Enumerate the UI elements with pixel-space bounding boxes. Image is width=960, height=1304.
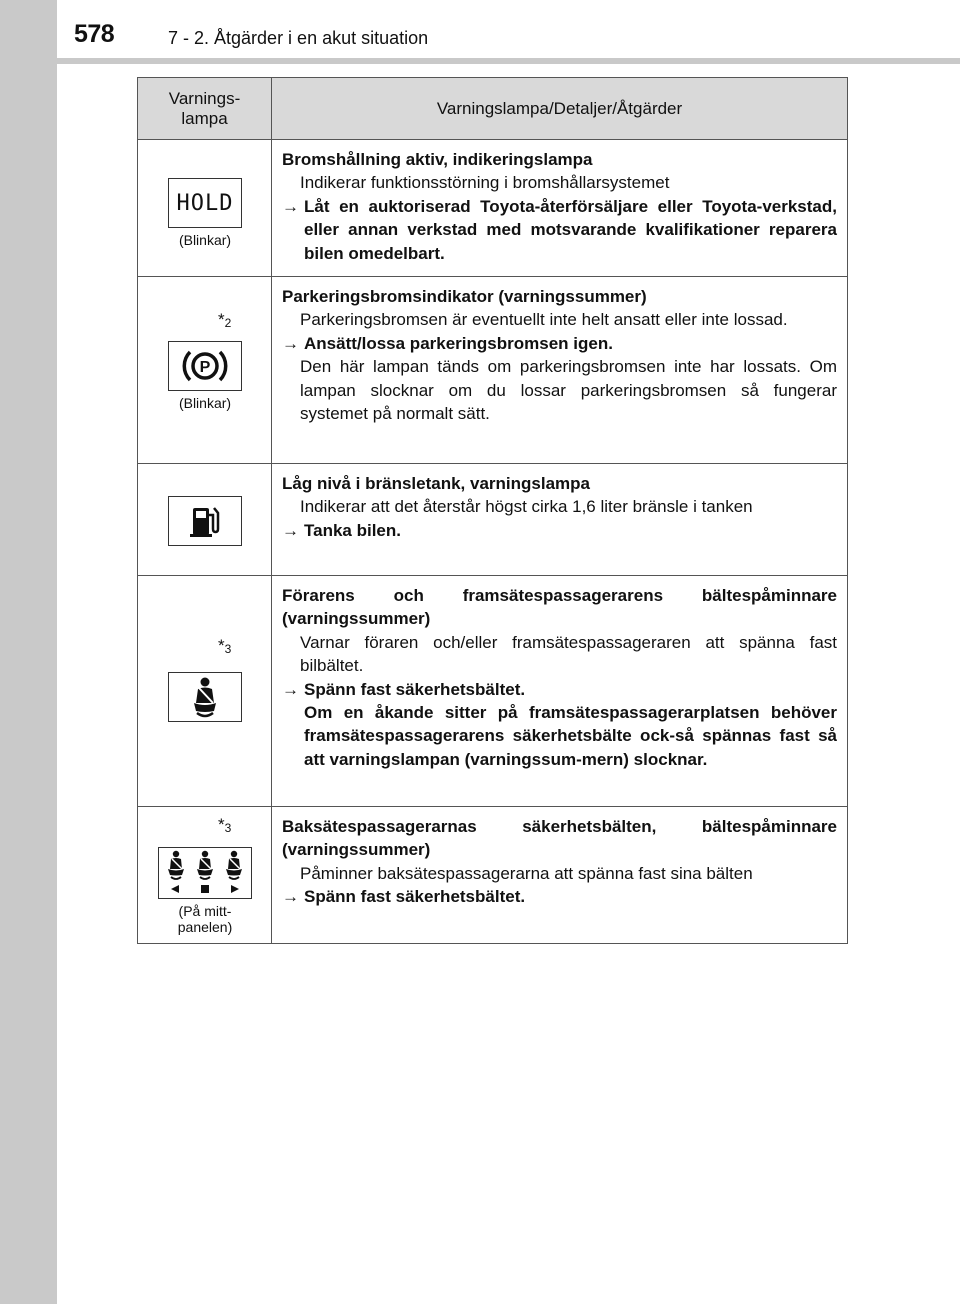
lamp-cell xyxy=(138,807,272,944)
table-row xyxy=(138,807,848,944)
warning-title: Baksätespassagerarnas säkerhetsbälten, bältespåminnare (varningssummer) xyxy=(282,817,837,860)
warning-action xyxy=(282,885,837,908)
detail-cell xyxy=(272,277,848,464)
warning-description: Indikerar funktionsstörning i bromshållarsystemet xyxy=(300,173,670,193)
warning-description: Parkeringsbromsen är eventuellt inte helt ansatt eller inte lossad. xyxy=(300,310,788,330)
col-header-lamp: Varnings- lampa xyxy=(138,78,272,140)
action-text: Ansätt/lossa parkeringsbromsen igen. xyxy=(304,333,613,353)
table-row xyxy=(138,464,848,576)
page-number: 578 xyxy=(74,20,115,48)
table-row xyxy=(138,140,848,277)
svg-text:P: P xyxy=(199,359,211,376)
warning-description: Påminner baksätespassagerarna att spänna fast sina bälten xyxy=(300,863,753,883)
lamp-note: (Blinkar) xyxy=(178,232,232,248)
detail-cell xyxy=(272,807,848,944)
footnote-marker xyxy=(218,310,231,330)
footnote-number: 3 xyxy=(224,642,232,656)
warning-description: Varnar föraren och/eller framsätespassageraren att spänna fast bilbältet. xyxy=(300,632,837,676)
arrow-icon: → xyxy=(282,520,299,540)
table-row xyxy=(138,277,848,464)
parking-brake-icon xyxy=(168,341,242,391)
action-text: Spänn fast säkerhetsbältet. xyxy=(304,887,526,907)
lamp-cell xyxy=(138,576,272,807)
lamp-note: (På mitt- panelen) xyxy=(177,903,233,935)
arrow-icon: → xyxy=(282,333,299,353)
warning-title: Låg nivå i bränsletank, varningslampa xyxy=(282,474,590,493)
warning-title: Förarens och framsätespassagerarens bältespåminnare (varningssummer) xyxy=(282,586,837,629)
warning-title: Parkeringsbromsindikator (varningssummer) xyxy=(282,287,647,306)
warning-action xyxy=(282,195,837,265)
warning-description: Indikerar att det återstår högst cirka 1,6 liter bränsle i tanken xyxy=(300,497,753,517)
detail-cell xyxy=(272,464,848,576)
detail-cell xyxy=(272,576,848,807)
header-rule xyxy=(57,58,960,64)
warning-action xyxy=(282,332,837,355)
warning-action xyxy=(282,678,837,701)
action-text: Spänn fast säkerhetsbältet. xyxy=(304,679,526,699)
warning-title: Bromshållning aktiv, indikeringslampa xyxy=(282,150,593,169)
arrow-icon: → xyxy=(282,887,299,907)
footnote-asterisk: * xyxy=(218,636,225,655)
brake-hold-icon xyxy=(168,178,242,228)
lamp-note: (Blinkar) xyxy=(178,395,232,411)
footnote-marker xyxy=(218,815,231,835)
arrow-icon: → xyxy=(282,196,299,216)
warning-action xyxy=(282,519,837,542)
seatbelt-icon xyxy=(168,672,242,722)
footnote-number: 3 xyxy=(224,821,232,835)
warning-lamp-table xyxy=(137,77,848,944)
footnote-asterisk: * xyxy=(218,815,225,834)
footnote-asterisk: * xyxy=(218,310,225,329)
side-margin-bar xyxy=(0,0,57,1304)
action-text: Låt en auktoriserad Toyota-återförsäljare eller Toyota-verkstad, eller annan verkstad med motsvarande kvalifikationer reparera bilen omedelbart. xyxy=(304,196,837,263)
hold-symbol: HOLD xyxy=(176,190,234,216)
col-header-detail: Varningslampa/Detaljer/Åtgärder xyxy=(272,78,848,140)
lamp-cell xyxy=(138,140,272,277)
warning-action-detail: Om en åkande sitter på framsätespassagerarplatsen behöver framsätespassagerarens säkerhetsbälte ock-så spännas fast så att varningslampan (varningssum-mern) slocknar. xyxy=(304,703,837,769)
lamp-cell xyxy=(138,464,272,576)
table-row xyxy=(138,576,848,807)
action-text: Tanka bilen. xyxy=(304,520,401,540)
table-header-row xyxy=(138,78,848,140)
footnote-marker xyxy=(218,636,231,656)
fuel-pump-icon xyxy=(168,496,242,546)
lamp-cell xyxy=(138,277,272,464)
arrow-icon: → xyxy=(282,679,299,699)
section-title: 7 - 2. Åtgärder i en akut situation xyxy=(168,28,429,48)
footnote-number: 2 xyxy=(224,316,232,330)
rear-seatbelt-icon xyxy=(158,847,252,899)
warning-extra-info: Den här lampan tänds om parkeringsbromsen inte har lossats. Om lampan slocknar om du lossar parkeringsbromsen så fungerar systemet på normalt sätt. xyxy=(300,357,837,424)
detail-cell xyxy=(272,140,848,277)
